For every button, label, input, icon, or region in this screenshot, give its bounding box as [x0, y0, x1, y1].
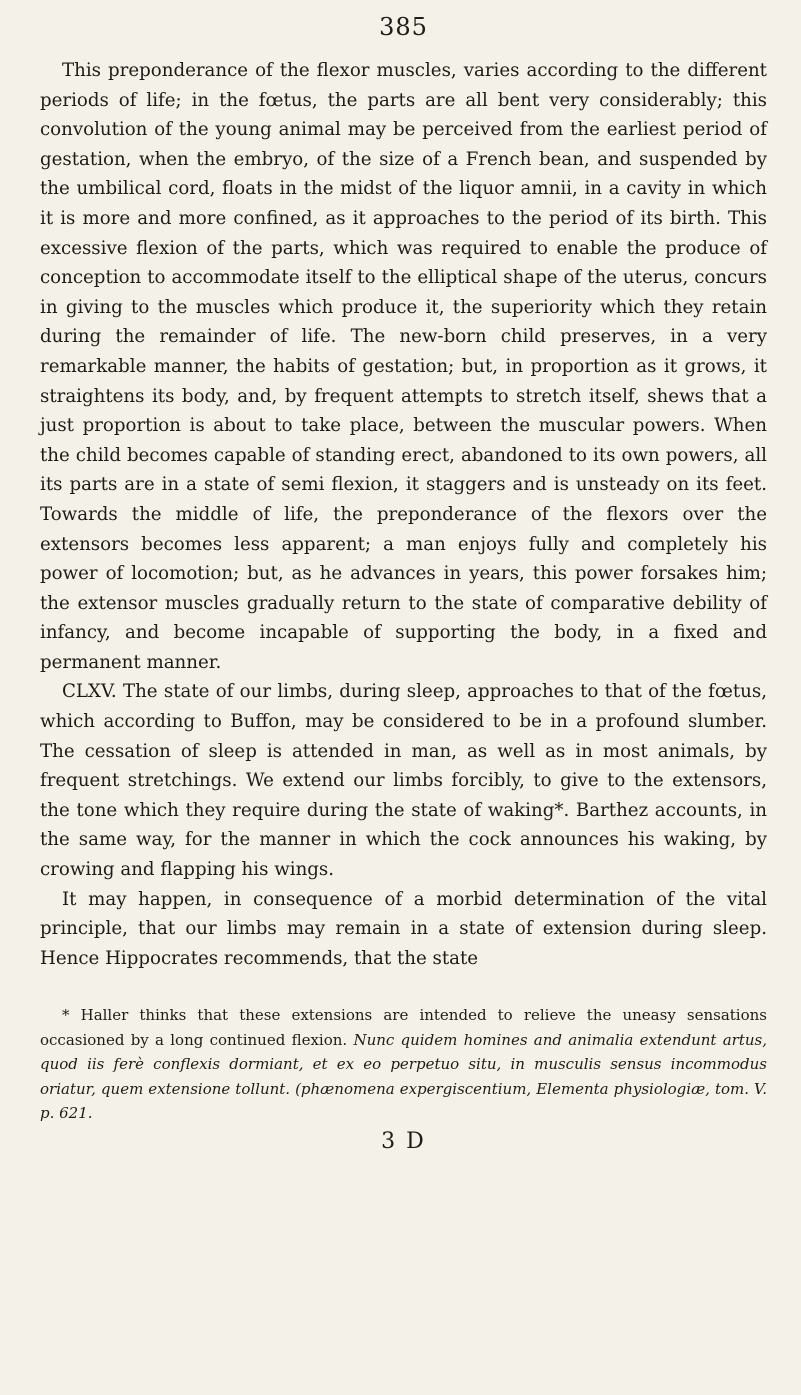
body-text	[40, 56, 767, 973]
page-number: 385	[379, 13, 428, 41]
paragraph-flexor-preponderance: This preponderance of the flexor muscles, varies according to the different periods of life; in the fœtus, the parts are all bent very considerably; this convolution of the young animal may be perceived from the earliest period of gestation, when the embryo, of the size of a French bean, and suspended by the umbilical cord, floats in the midst of the liquor amnii, in a cavity in which it is more and more confined, as it approaches to the period of its birth. This excessive flexion of the parts, which was required to enable the produce of conception to accommodate itself to the elliptical shape of the uterus, concurs in giving to the muscles which produce it, the superiority which they retain during the remainder of life. The new-born child preserves, in a very remarkable manner, the habits of gestation; but, in proportion as it grows, it straightens its body, and, by frequent attempts to stretch itself, shews that a just proportion is about to take place, between the muscular powers. When the child becomes capable of standing erect, abandoned to its own powers, all its parts are in a state of semi flexion, it staggers and is unsteady on its feet. Towards the middle of life, the preponderance of the flexors over the extensors becomes less apparent; a man enjoys fully and completely his power of locomotion; but, as he advances in years, this power forsakes him; the extensor muscles gradually return to the state of comparative debility of infancy, and become incapable of supporting the body, in a fixed and permanent manner.	[40, 60, 767, 673]
footnote-citation: Elementa physiologiæ, tom. V. p. 621.	[40, 1079, 767, 1123]
footnote-text-haller: * Haller thinks that these extensions are intended to relieve the uneasy sensations occasioned by a long continued flexion.	[40, 1006, 767, 1049]
footnote	[40, 1003, 767, 1126]
printer-signature-mark: 3 D	[381, 1128, 426, 1154]
paragraph-clxv-sleep: CLXV. The state of our limbs, during sleep, approaches to that of the fœtus, which according to Buffon, may be considered to be in a profound slumber. The cessation of sleep is attended in man, as well as in most animals, by frequent stretchings. We extend our limbs forcibly, to give to the extensors, the tone which they require during the state of waking*. Barthez accounts, in the same way, for the manner in which the cock announces his waking, by crowing and flapping his wings.	[40, 681, 767, 881]
footnote-latin-quote: Nunc quidem homines and animalia extendunt artus, quod iis ferè conflexis dormiant, et ex eo perpetuo situ, in musculis sensus incommodus oriatur, quem extensione tollunt. (phænomena expergiscentium,	[40, 1030, 767, 1098]
paragraph-morbid-determination: It may happen, in consequence of a morbid determination of the vital principle, that our limbs may remain in a state of extension during sleep. Hence Hippocrates recommends, that the state	[40, 888, 767, 969]
